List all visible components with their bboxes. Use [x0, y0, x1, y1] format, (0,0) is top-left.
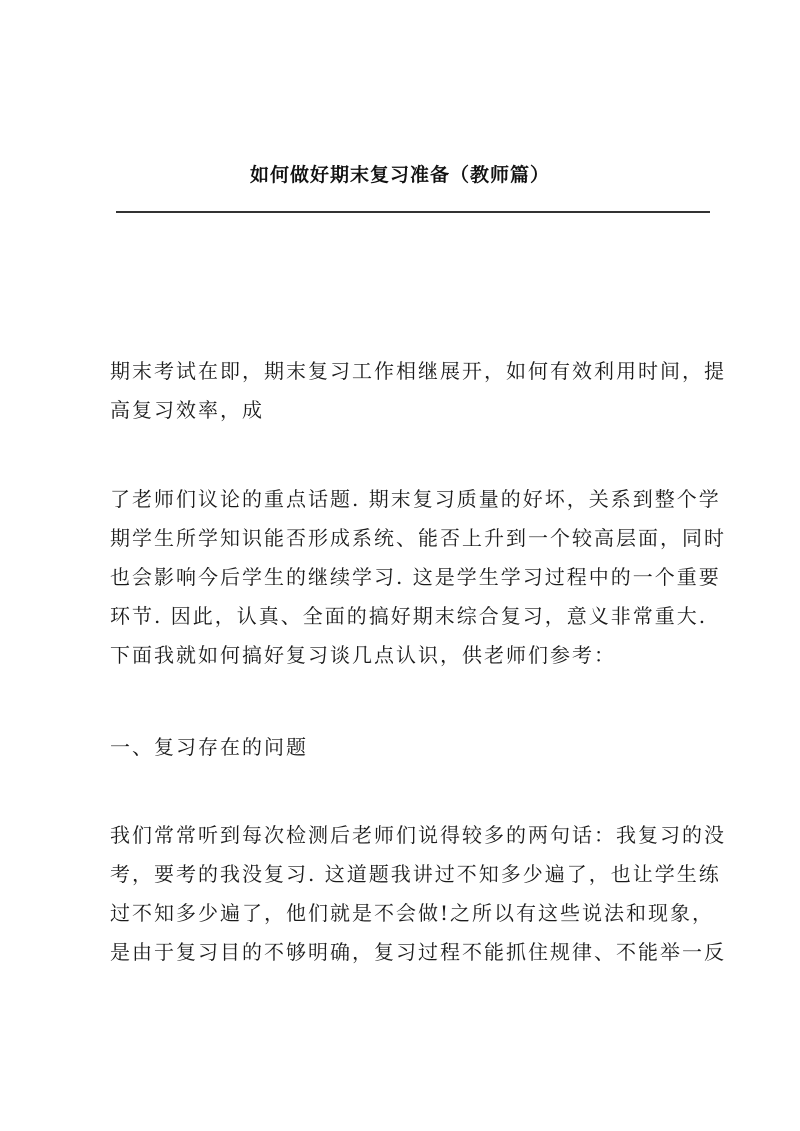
text-line: 我们常常听到每次检测后老师们说得较多的两句话：我复习的没	[110, 823, 726, 847]
text-line: 期末考试在即，期末复习工作相继展开，如何有效利用时间，提	[110, 359, 726, 383]
title-underline	[116, 211, 710, 213]
text-line: 过不知多少遍了，他们就是不会做!之所以有这些说法和现象，	[110, 901, 715, 925]
paragraph-importance	[110, 480, 726, 675]
text-line: 了老师们议论的重点话题. 期末复习质量的好坏，关系到整个学	[110, 487, 721, 511]
text-line: 高复习效率，成	[110, 398, 264, 422]
paragraph-problems	[110, 816, 726, 972]
text-line: 也会影响今后学生的继续学习. 这是学生学习过程中的一个重要	[110, 565, 721, 589]
paragraph-intro	[110, 352, 726, 430]
text-line: 下面我就如何搞好复习谈几点认识，供老师们参考：	[110, 643, 616, 667]
text-line: 期学生所学知识能否形成系统、能否上升到一个较高层面，同时	[110, 526, 726, 550]
text-line: 一、复习存在的问题	[110, 735, 308, 759]
document-title: 如何做好期末复习准备（教师篇）	[249, 164, 550, 186]
text-line: 环节. 因此，认真、全面的搞好期末综合复习，意义非常重大.	[110, 604, 708, 628]
text-line: 考，要考的我没复习. 这道题我讲过不知多少遍了，也让学生练	[110, 862, 721, 886]
section-heading	[110, 728, 710, 767]
text-line: 是由于复习目的不够明确，复习过程不能抓住规律、不能举一反	[110, 940, 726, 964]
